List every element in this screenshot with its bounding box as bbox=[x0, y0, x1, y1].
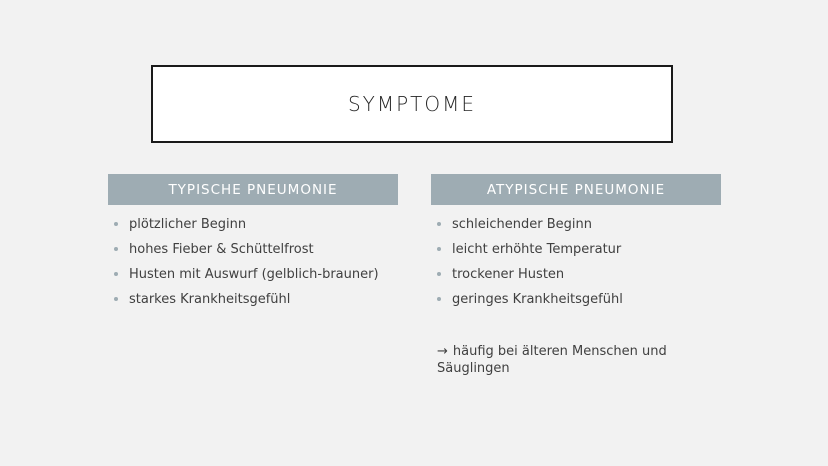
bullet-icon bbox=[114, 222, 118, 226]
list-item bbox=[436, 214, 726, 239]
bullet-icon bbox=[437, 297, 441, 301]
slide-title-box bbox=[151, 65, 673, 143]
atypical-note-text: häufig bei älteren Menschen und Säuglingen bbox=[437, 344, 667, 376]
list-item bbox=[113, 264, 403, 289]
list-item-text: starkes Krankheitsgefühl bbox=[129, 292, 291, 307]
list-item-text: leicht erhöhte Temperatur bbox=[452, 242, 622, 257]
bullet-icon bbox=[437, 247, 441, 251]
bullet-icon bbox=[114, 297, 118, 301]
slide-title: SYMPTOME bbox=[347, 92, 477, 116]
bullet-icon bbox=[114, 247, 118, 251]
list-item-text: trockener Husten bbox=[452, 267, 565, 282]
bullet-icon bbox=[114, 272, 118, 276]
atypical-symptom-list bbox=[436, 214, 726, 314]
typical-symptom-list bbox=[113, 214, 403, 314]
list-item bbox=[113, 214, 403, 239]
bullet-icon bbox=[437, 222, 441, 226]
right-arrow-icon: → bbox=[437, 344, 448, 359]
atypical-note bbox=[437, 343, 707, 377]
list-item bbox=[436, 239, 726, 264]
list-item bbox=[436, 264, 726, 289]
list-item-text: schleichender Beginn bbox=[452, 217, 592, 232]
atypical-pneumonia-header: ATYPISCHE PNEUMONIE bbox=[431, 174, 721, 205]
list-item-text: Husten mit Auswurf (gelblich-brauner) bbox=[129, 267, 379, 282]
list-item-text: hohes Fieber & Schüttelfrost bbox=[129, 242, 314, 257]
list-item bbox=[113, 239, 403, 264]
bullet-icon bbox=[437, 272, 441, 276]
list-item bbox=[113, 289, 403, 314]
typical-pneumonia-header: TYPISCHE PNEUMONIE bbox=[108, 174, 398, 205]
list-item bbox=[436, 289, 726, 314]
list-item-text: plötzlicher Beginn bbox=[129, 217, 247, 232]
list-item-text: geringes Krankheitsgefühl bbox=[452, 292, 623, 307]
